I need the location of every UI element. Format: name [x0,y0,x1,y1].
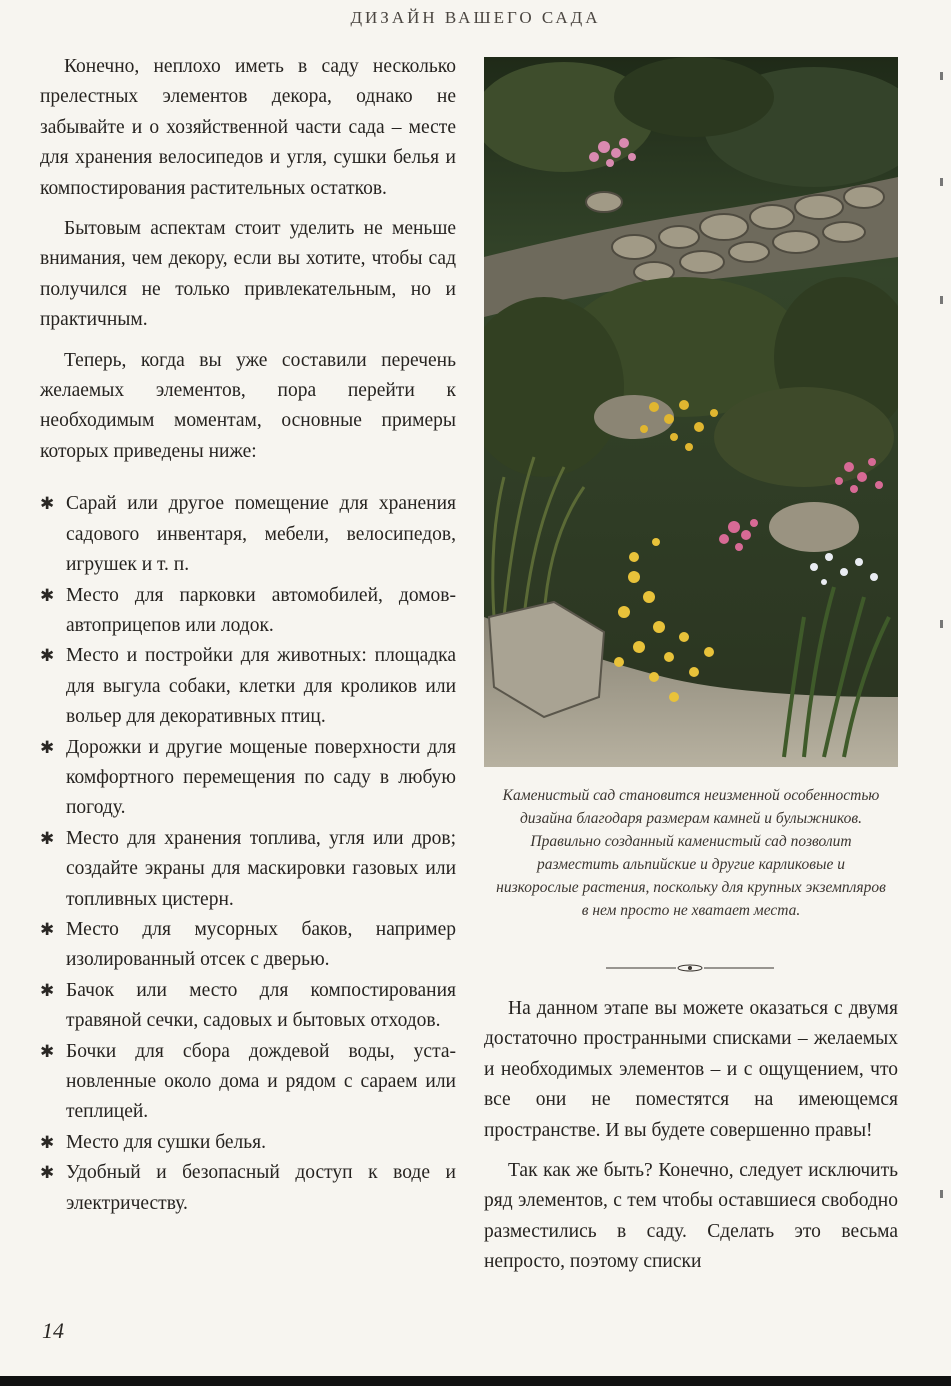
requirements-list [40,489,456,1219]
scan-edge-mark [940,296,943,304]
list-item-text: Дорожки и другие мощеные поверхности для комфортного перемещения по саду в любую погоду. [66,736,456,819]
list-item [40,733,456,824]
list-item [40,1037,456,1128]
list-item [40,915,456,976]
list-item-text: Место для мусорных баков, например изолированный отсек с дверью. [66,918,456,971]
photo-caption: Каменистый сад становится неизменной особенностью дизайна благодаря размерам камней и булыжников. Правильно созданный каменистый сад позволит разместить альпийские и другие карликовые и низкорослые растения, поскольку для крупных экземпляров в нем просто не хватает места. [496,787,886,919]
asterisk-bullet-icon: ✱ [40,1041,55,1062]
asterisk-bullet-icon: ✱ [40,494,55,515]
list-item [40,824,456,915]
body-paragraph: Так как же быть? Конечно, следует исключить ряд элементов, с тем чтобы оставшиеся свободно разместились в саду. Сделать это весьма непросто, поэтому списки [484,1160,898,1273]
page-bottom-edge [0,1376,951,1386]
list-item-text: Бачок или место для компостирования травяной сечки, садовых и бытовых отходов. [66,979,456,1032]
list-item [40,581,456,642]
running-head: ДИЗАЙН ВАШЕГО САДА [350,8,601,27]
scan-edge-mark [940,1190,943,1198]
body-paragraph: Конечно, неплохо иметь в саду несколько прелестных элементов декора, однако не забывайте и о хозяйственной части сада – месте для хранения велосипедов и угля, сушки белья и компостирования растительных остатков. [40,56,456,199]
asterisk-bullet-icon: ✱ [40,585,55,606]
scan-edge-mark [940,620,943,628]
list-item-text: Место для хранения топлива, угля или дров; создайте экраны для маскировки газовых или топливных цистерн. [66,827,456,910]
list-item-text: Место для парковки автомобилей, домов-автоприцепов или лодок. [66,584,456,636]
page-number: 14 [42,1318,64,1343]
list-item [40,976,456,1037]
left-column [40,52,456,1219]
list-item-text: Место и постройки для животных: площадка для выгула собаки, клетки для кроликов или вольер для декоративных птиц. [66,645,456,728]
rock-garden-illustration [484,57,898,767]
body-paragraph: На данном этапе вы можете оказаться с двумя достаточно пространными списками – желаемых и необходимых элементов – и с ощущением, что все они не поместятся на имеющемся пространстве. И вы будете совершенно правы! [484,998,898,1141]
asterisk-bullet-icon: ✱ [40,737,55,758]
list-item-text: Бочки для сбора дождевой воды, установленные около дома и рядом с сараем или теплицей. [66,1040,456,1123]
scan-edge-mark [940,178,943,186]
rock-garden-photo [484,57,898,767]
list-item-text: Место для сушки белья. [66,1131,266,1153]
list-item [40,1128,456,1158]
ornament-divider [606,962,774,974]
scan-edge-mark [940,72,943,80]
list-item-text: Сарай или другое помещение для хранения садового инвентаря, мебели, велосипедов, игрушек и т. п. [66,493,456,576]
asterisk-bullet-icon: ✱ [40,980,55,1001]
asterisk-bullet-icon: ✱ [40,646,55,667]
list-item [40,641,456,732]
list-item-text: Удобный и безопасный доступ к воде и электричеству. [66,1162,456,1214]
list-item [40,489,456,580]
right-column [484,994,898,1288]
asterisk-bullet-icon: ✱ [40,1132,55,1153]
body-paragraph: Теперь, когда вы уже составили перечень желаемых элементов, пора перейти к необходимым моментам, основные примеры которых приведены ниже: [40,349,456,462]
asterisk-bullet-icon: ✱ [40,1163,55,1184]
body-paragraph: Бытовым аспектам стоит уделить не меньше внимания, чем декору, если вы хотите, чтобы сад получился не только привлекательным, но и практичным. [40,218,456,331]
asterisk-bullet-icon: ✱ [40,828,55,849]
asterisk-bullet-icon: ✱ [40,919,55,940]
list-item [40,1158,456,1219]
